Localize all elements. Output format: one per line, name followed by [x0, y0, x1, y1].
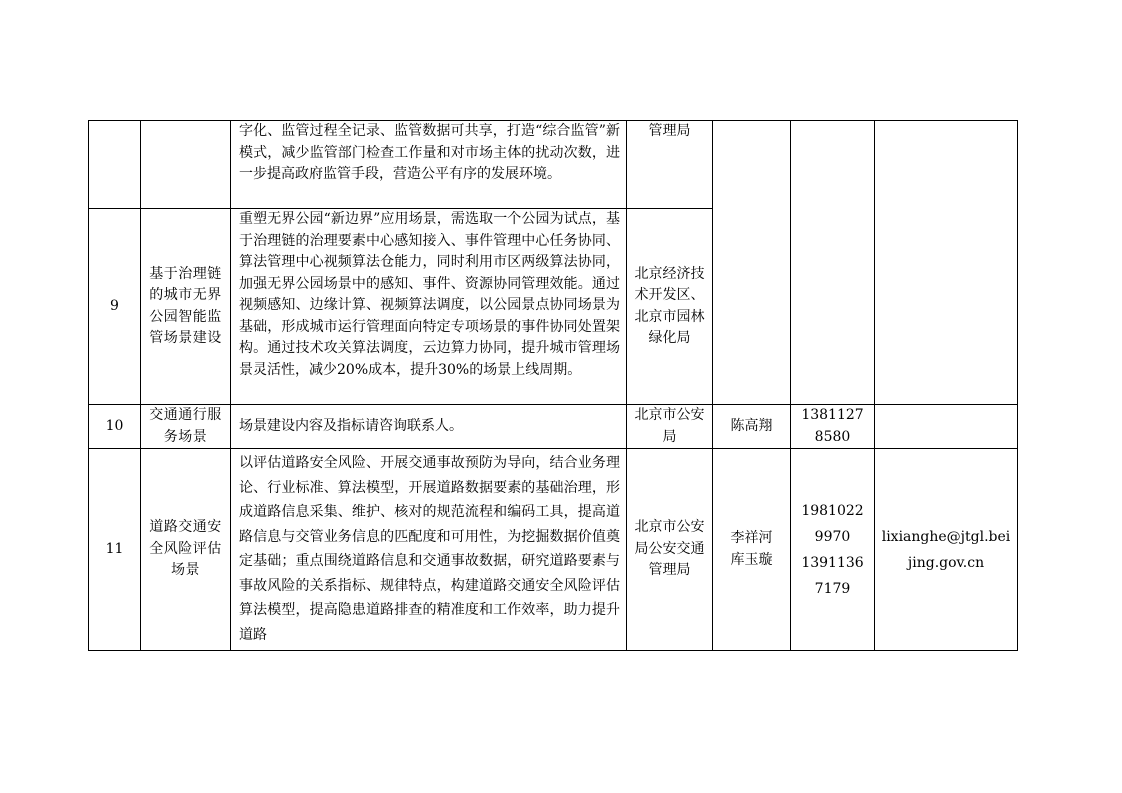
scenario-name: 道路交通安全风险评估场景 [141, 449, 231, 651]
scenario-name: 基于治理链的城市无界公园智能监管场景建设 [141, 209, 231, 405]
contact-email: lixianghe@jtgl.beijing.gov.cn [875, 449, 1018, 651]
contact-person [713, 121, 791, 405]
table-row [89, 449, 1018, 651]
contact-email [875, 121, 1018, 405]
contact-person: 李祥河 库玉璇 [713, 449, 791, 651]
department: 北京市公安局公安交通管理局 [627, 449, 713, 651]
contact-email [875, 405, 1018, 449]
contact-person: 陈高翔 [713, 405, 791, 449]
scenario-content: 场景建设内容及指标请咨询联系人。 [231, 405, 627, 449]
row-number: 10 [89, 405, 141, 449]
contact-phone: 19810229970 [801, 502, 864, 545]
contact-phone: 13811278580 [791, 405, 875, 449]
scenario-content: 以评估道路安全风险、开展交通事故预防为导向，结合业务理论、行业标准、算法模型，开展道路数据要素的基础治理，形成道路信息采集、维护、核对的规范流程和编码工具，提高道路信息与交管业务信息的匹配度和可用性，为挖掘数据价值奠定基础；重点围绕道路信息和交通事故数据，研究道路要素与事故风险的关系指标、规律特点，构建道路交通安全风险评估算法模型，提高隐患道路排查的精准度和工作效率，助力提升道路 [231, 449, 627, 651]
table-row [89, 405, 1018, 449]
scenario-name [141, 121, 231, 209]
scenario-name: 交通通行服务场景 [141, 405, 231, 449]
scenario-content: 字化、监管过程全记录、监管数据可共享，打造“综合监管”新模式，减少监管部门检查工作量和对市场主体的扰动次数，进一步提高政府监管手段，营造公平有序的发展环境。 [231, 121, 627, 209]
department: 管理局 [627, 121, 713, 209]
contact-phone: 13911367179 [801, 554, 864, 597]
contact-phones [791, 449, 875, 651]
department: 北京市公安局 [627, 405, 713, 449]
row-number [89, 121, 141, 209]
table-row [89, 121, 1018, 209]
contact-phone [791, 121, 875, 405]
scenario-content: 重塑无界公园“新边界”应用场景，需选取一个公园为试点，基于治理链的治理要素中心感知接入、事件管理中心任务协同、算法管理中心视频算法仓能力，同时利用市区两级算法协同，加强无界公园场景中的感知、事件、资源协同管理效能。通过视频感知、边缘计算、视频算法调度，以公园景点协同场景为基础，形成城市运行管理面向特定专项场景的事件协同处置架构。通过技术攻关算法调度，云边算力协同，提升城市管理场景灵活性，减少20%成本，提升30%的场景上线周期。 [231, 209, 627, 405]
project-table [88, 120, 1018, 651]
row-number: 9 [89, 209, 141, 405]
department: 北京经济技术开发区、北京市园林绿化局 [627, 209, 713, 405]
row-number: 11 [89, 449, 141, 651]
